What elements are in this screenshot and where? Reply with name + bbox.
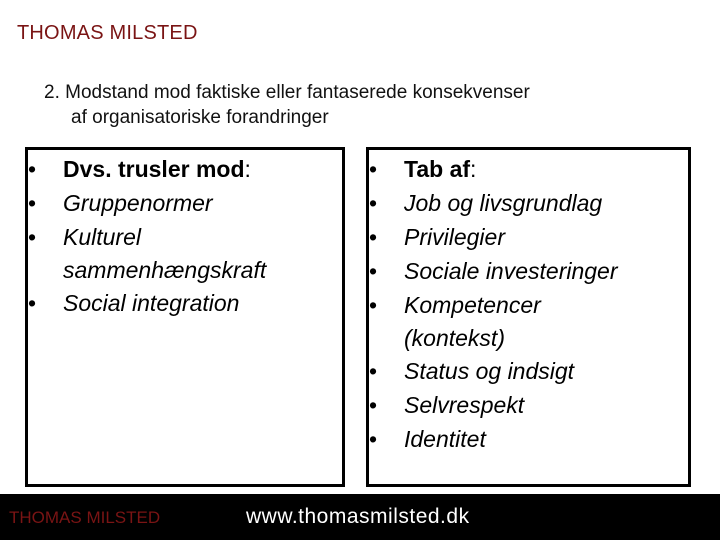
losses-heading <box>369 152 688 186</box>
list-item-text: Sociale investeringer <box>404 258 618 284</box>
list-item <box>369 422 688 456</box>
list-item-text: Social integration <box>63 290 240 316</box>
bullet-icon: • <box>369 426 378 452</box>
list-item-text: Job og livsgrundlag <box>404 190 603 216</box>
bullet-icon: • <box>369 190 378 216</box>
list-item <box>369 220 688 254</box>
list-item <box>28 286 342 320</box>
list-item <box>28 186 342 220</box>
subtitle-line-1: 2. Modstand mod faktiske eller fantaserede konsekvenser <box>44 82 530 103</box>
list-item-continuation: (kontekst) <box>404 325 505 351</box>
threats-heading-colon: : <box>244 156 251 182</box>
list-item <box>369 288 688 354</box>
list-item <box>369 254 688 288</box>
threats-heading <box>28 152 342 186</box>
list-item-text: Privilegier <box>404 224 505 250</box>
losses-list <box>369 152 688 456</box>
losses-heading-bold: Tab af <box>404 156 471 182</box>
list-item-text: Kulturel <box>63 224 141 250</box>
list-item-text: Selvrespekt <box>404 392 525 418</box>
bullet-icon: • <box>369 258 378 284</box>
bullet-icon: • <box>369 392 378 418</box>
footer-bar <box>0 494 720 540</box>
subtitle-line-2: af organisatoriske forandringer <box>71 107 329 128</box>
list-item-text: Identitet <box>404 426 486 452</box>
list-item <box>28 220 342 286</box>
bullet-icon: • <box>369 156 378 182</box>
bullet-icon: • <box>369 358 378 384</box>
list-item <box>369 354 688 388</box>
list-item-text: Gruppenormer <box>63 190 213 216</box>
list-item <box>369 388 688 422</box>
footer-brand: THOMAS MILSTED <box>9 508 161 527</box>
list-item-continuation: sammenhængskraft <box>63 257 267 283</box>
threats-heading-bold: Dvs. trusler mod <box>63 156 245 182</box>
threats-list <box>28 152 342 320</box>
slide-subtitle <box>44 80 684 130</box>
bullet-icon: • <box>28 156 37 182</box>
bullet-icon: • <box>369 292 378 318</box>
brand-title: THOMAS MILSTED <box>17 22 198 44</box>
footer-url: www.thomasmilsted.dk <box>246 505 470 528</box>
list-item <box>369 186 688 220</box>
bullet-icon: • <box>369 224 378 250</box>
bullet-icon: • <box>28 190 37 216</box>
list-item-text: Kompetencer <box>404 292 541 318</box>
bullet-icon: • <box>28 224 37 250</box>
losses-heading-colon: : <box>470 156 477 182</box>
bullet-icon: • <box>28 290 37 316</box>
losses-box <box>366 147 691 487</box>
list-item-text: Status og indsigt <box>404 358 575 384</box>
threats-box <box>25 147 345 487</box>
